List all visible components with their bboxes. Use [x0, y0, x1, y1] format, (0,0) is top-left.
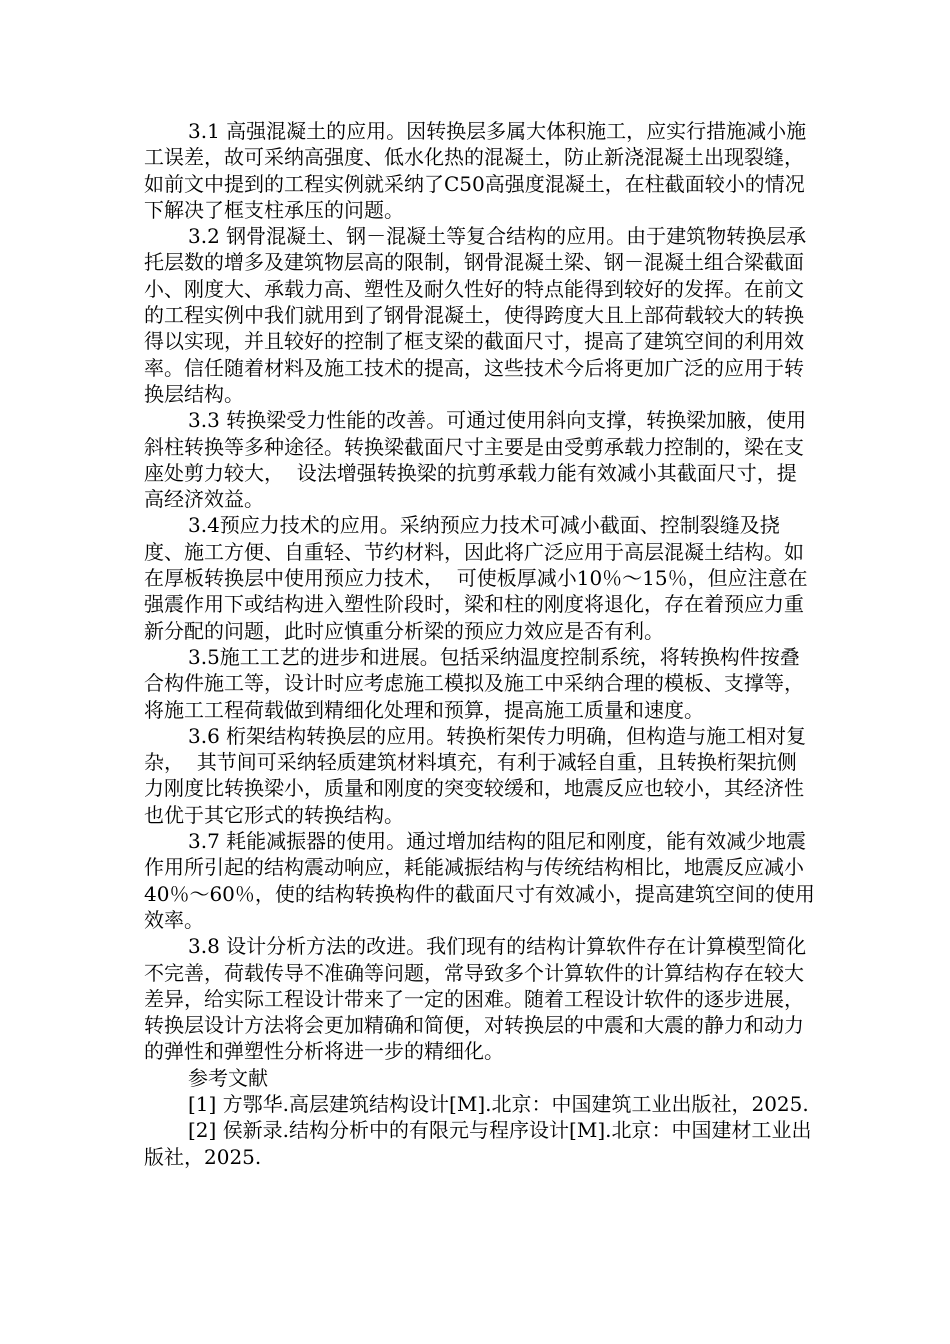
- paragraph-3-6: 3.6 桁架结构转换层的应用。转换桁架传力明确，但构造与施工相对复杂， 其节间可采纳轻质建筑材料填充，有利于减轻自重，且转换桁架抗侧力刚度比转换梁小，质量和刚度的突变较缓和，地震反应也较小，其经济性也优于其它形式的转换结构。: [144, 723, 807, 827]
- paragraph-3-2: 3.2 钢骨混凝土、钢－混凝土等复合结构的应用。由于建筑物转换层承托层数的增多及建筑物层高的限制，钢骨混凝土梁、钢－混凝土组合梁截面小、刚度大、承载力高、塑性及耐久性好的特点能得到较好的发挥。在前文的工程实例中我们就用到了钢骨混凝土，使得跨度大且上部荷载较大的转换得以实现，并且较好的控制了框支梁的截面尺寸，提高了建筑空间的利用效率。信任随着材料及施工技术的提高，这些技术今后将更加广泛的应用于转换层结构。: [144, 224, 807, 406]
- paragraph-3-5: 3.5施工工艺的进步和进展。包括采纳温度控制系统，将转换构件按叠合构件施工等，设计时应考虑施工模拟及施工中采纳合理的模板、支撑等，将施工工程荷载做到精细化处理和预算，提高施工质量和速度。: [144, 644, 804, 722]
- paragraph-3-3: 3.3 转换梁受力性能的改善。可通过使用斜向支撑，转换梁加腋，使用斜柱转换等多种途径。转换梁截面尺寸主要是由受剪承载力控制的，梁在支座处剪力较大， 设法增强转换梁的抗剪承载力能有效减小其截面尺寸，提高经济效益。: [144, 408, 807, 512]
- paragraph-3-8: 3.8 设计分析方法的改进。我们现有的结构计算软件存在计算模型简化不完善，荷载传导不准确等问题，常导致多个计算软件的计算结构存在较大差异，给实际工程设计带来了一定的困难。随着工程设计软件的逐步进展，转换层设计方法将会更加精确和简便，对转换层的中震和大震的静力和动力的弹性和弹塑性分析将进一步的精细化。: [144, 934, 807, 1064]
- reference-1: [1] 方鄂华.高层建筑结构设计[M].北京：中国建筑工业出版社，2025.: [188, 1091, 809, 1116]
- paragraph-3-7: 3.7 耗能减振器的使用。通过增加结构的阻尼和刚度，能有效减少地震作用所引起的结构震动响应，耗能减振结构与传统结构相比，地震反应减小40％～60％，使的结构转换构件的截面尺寸有效减小，提高建筑空间的使用效率。: [144, 829, 815, 932]
- references-heading: 参考文献: [188, 1065, 268, 1090]
- paragraph-3-1: 3.1 高强混凝土的应用。因转换层多属大体积施工，应实行措施减小施工误差，故可采纳高强度、低水化热的混凝土，防止新浇混凝土出现裂缝，如前文中提到的工程实例就采纳了C50高强度混凝土，在柱截面较小的情况下解决了框支柱承压的问题。: [144, 119, 807, 222]
- document-body: [144, 118, 816, 1170]
- paragraph-3-4: 3.4预应力技术的应用。采纳预应力技术可减小截面、控制裂缝及挠度、施工方便、自重轻、节约材料，因此将广泛应用于高层混凝土结构。如在厚板转换层中使用预应力技术， 可使板厚减小10％～15％，但应注意在强震作用下或结构进入塑性阶段时，梁和柱的刚度将退化，存在着预应力重新分配的问题，此时应慎重分析梁的预应力效应是否有利。: [144, 513, 808, 643]
- reference-2: [2] 侯新录.结构分析中的有限元与程序设计[M].北京：中国建材工业出版社，2025.: [144, 1118, 812, 1169]
